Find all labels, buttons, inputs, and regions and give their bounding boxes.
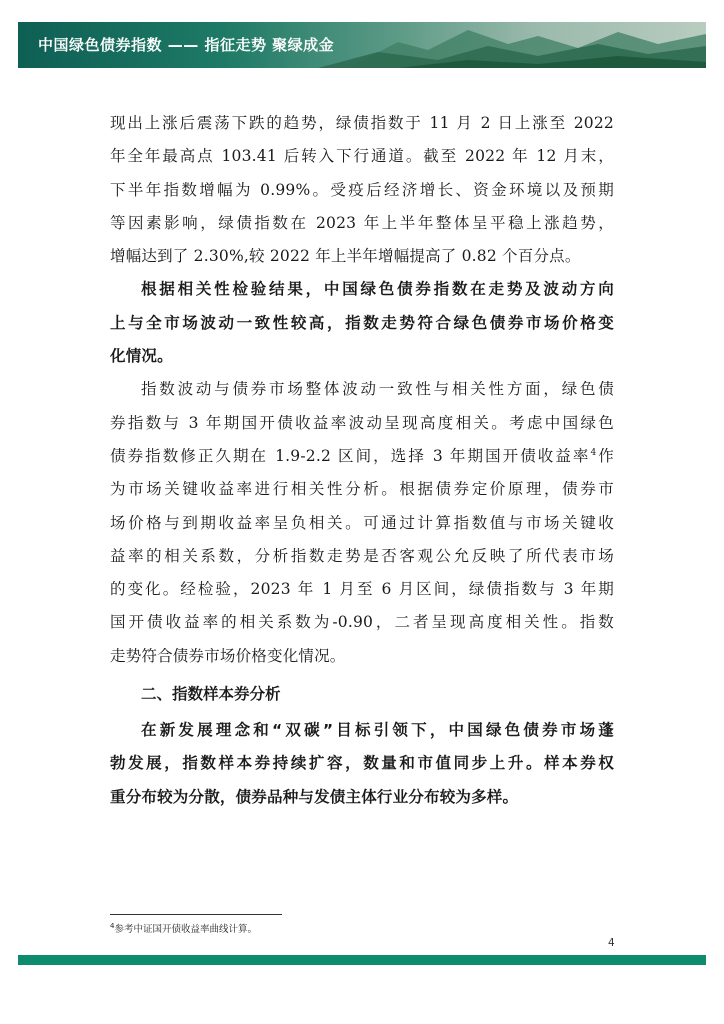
text-line: 勃发展，指数样本券持续扩容，数量和市值同步上升。样本券权 xyxy=(110,754,614,773)
text-line: 下半年指数增幅为 0.99%。受疫后经济增长、资金环境以及预期 xyxy=(110,180,614,199)
footnote-divider xyxy=(110,914,282,915)
footnote-marker: 4 xyxy=(110,921,115,930)
header-banner xyxy=(18,22,706,68)
footnote-text: 参考中证国开债收益率曲线计算。 xyxy=(114,924,257,935)
text-line: 根据相关性检验结果，中国绿色债券指数在走势及波动方向 xyxy=(141,280,614,299)
text-line: 重分布较为分散，债券品种与发债主体行业分布较为多样。 xyxy=(110,787,519,806)
text-line: 在新发展理念和“双碳”目标引领下，中国绿色债券市场蓬 xyxy=(141,721,614,740)
text-line: 为市场关键收益率进行相关性分析。根据债券定价原理，债券市 xyxy=(110,480,614,499)
text-line: 增幅达到了 2.30%,较 2022 年上半年增幅提高了 0.82 个百分点。 xyxy=(110,247,581,266)
paragraph-trend xyxy=(110,107,614,273)
document-body xyxy=(110,107,614,814)
text-segment: 债券指数修正久期在 1.9-2.2 区间，选择 3 年期国开债收益率 xyxy=(110,446,591,465)
text-line: 场价格与到期收益率呈负相关。可通过计算指数值与市场关键收 xyxy=(110,513,614,532)
paragraph-sample-bonds xyxy=(110,714,614,814)
text-line: 券指数与 3 年期国开债收益率波动呈现高度相关。考虑中国绿色 xyxy=(110,413,614,432)
page-number: 4 xyxy=(608,937,615,949)
banner-title: 中国绿色债券指数 —— 指征走势 聚绿成金 xyxy=(38,36,335,54)
text-line: 年全年最高点 103.41 后转入下行通道。截至 2022 年 12 月末， xyxy=(110,147,614,166)
section-heading: 二、指数样本券分析 xyxy=(141,685,281,704)
text-line: 的变化。经检验，2023 年 1 月至 6 月区间，绿债指数与 3 年期 xyxy=(110,580,614,599)
text-line: 上与全市场波动一致性较高，指数走势符合绿色债券市场价格变 xyxy=(110,313,614,332)
text-line: 国开债收益率的相关系数为-0.90，二者呈现高度相关性。指数 xyxy=(110,613,614,632)
footer-bar xyxy=(18,955,706,965)
footnote-reference[interactable]: 4 xyxy=(590,447,597,458)
paragraph-correlation-detail xyxy=(110,373,614,673)
text-line: 指数波动与债券市场整体波动一致性与相关性方面，绿色债 xyxy=(141,380,614,399)
text-line: 走势符合债券市场价格变化情况。 xyxy=(110,646,346,665)
text-line: 化情况。 xyxy=(110,347,173,366)
text-line: 现出上涨后震荡下跌的趋势，绿债指数于 11 月 2 日上涨至 2022 xyxy=(110,114,614,132)
text-segment: 作 xyxy=(596,446,614,465)
text-line-with-footnote xyxy=(110,440,614,473)
paragraph-correlation-summary xyxy=(110,273,614,373)
text-line: 等因素影响，绿债指数在 2023 年上半年整体呈平稳上涨趋势， xyxy=(110,213,614,232)
footnote xyxy=(110,921,257,935)
text-line: 益率的相关系数，分析指数走势是否客观公允反映了所代表市场 xyxy=(110,546,614,565)
